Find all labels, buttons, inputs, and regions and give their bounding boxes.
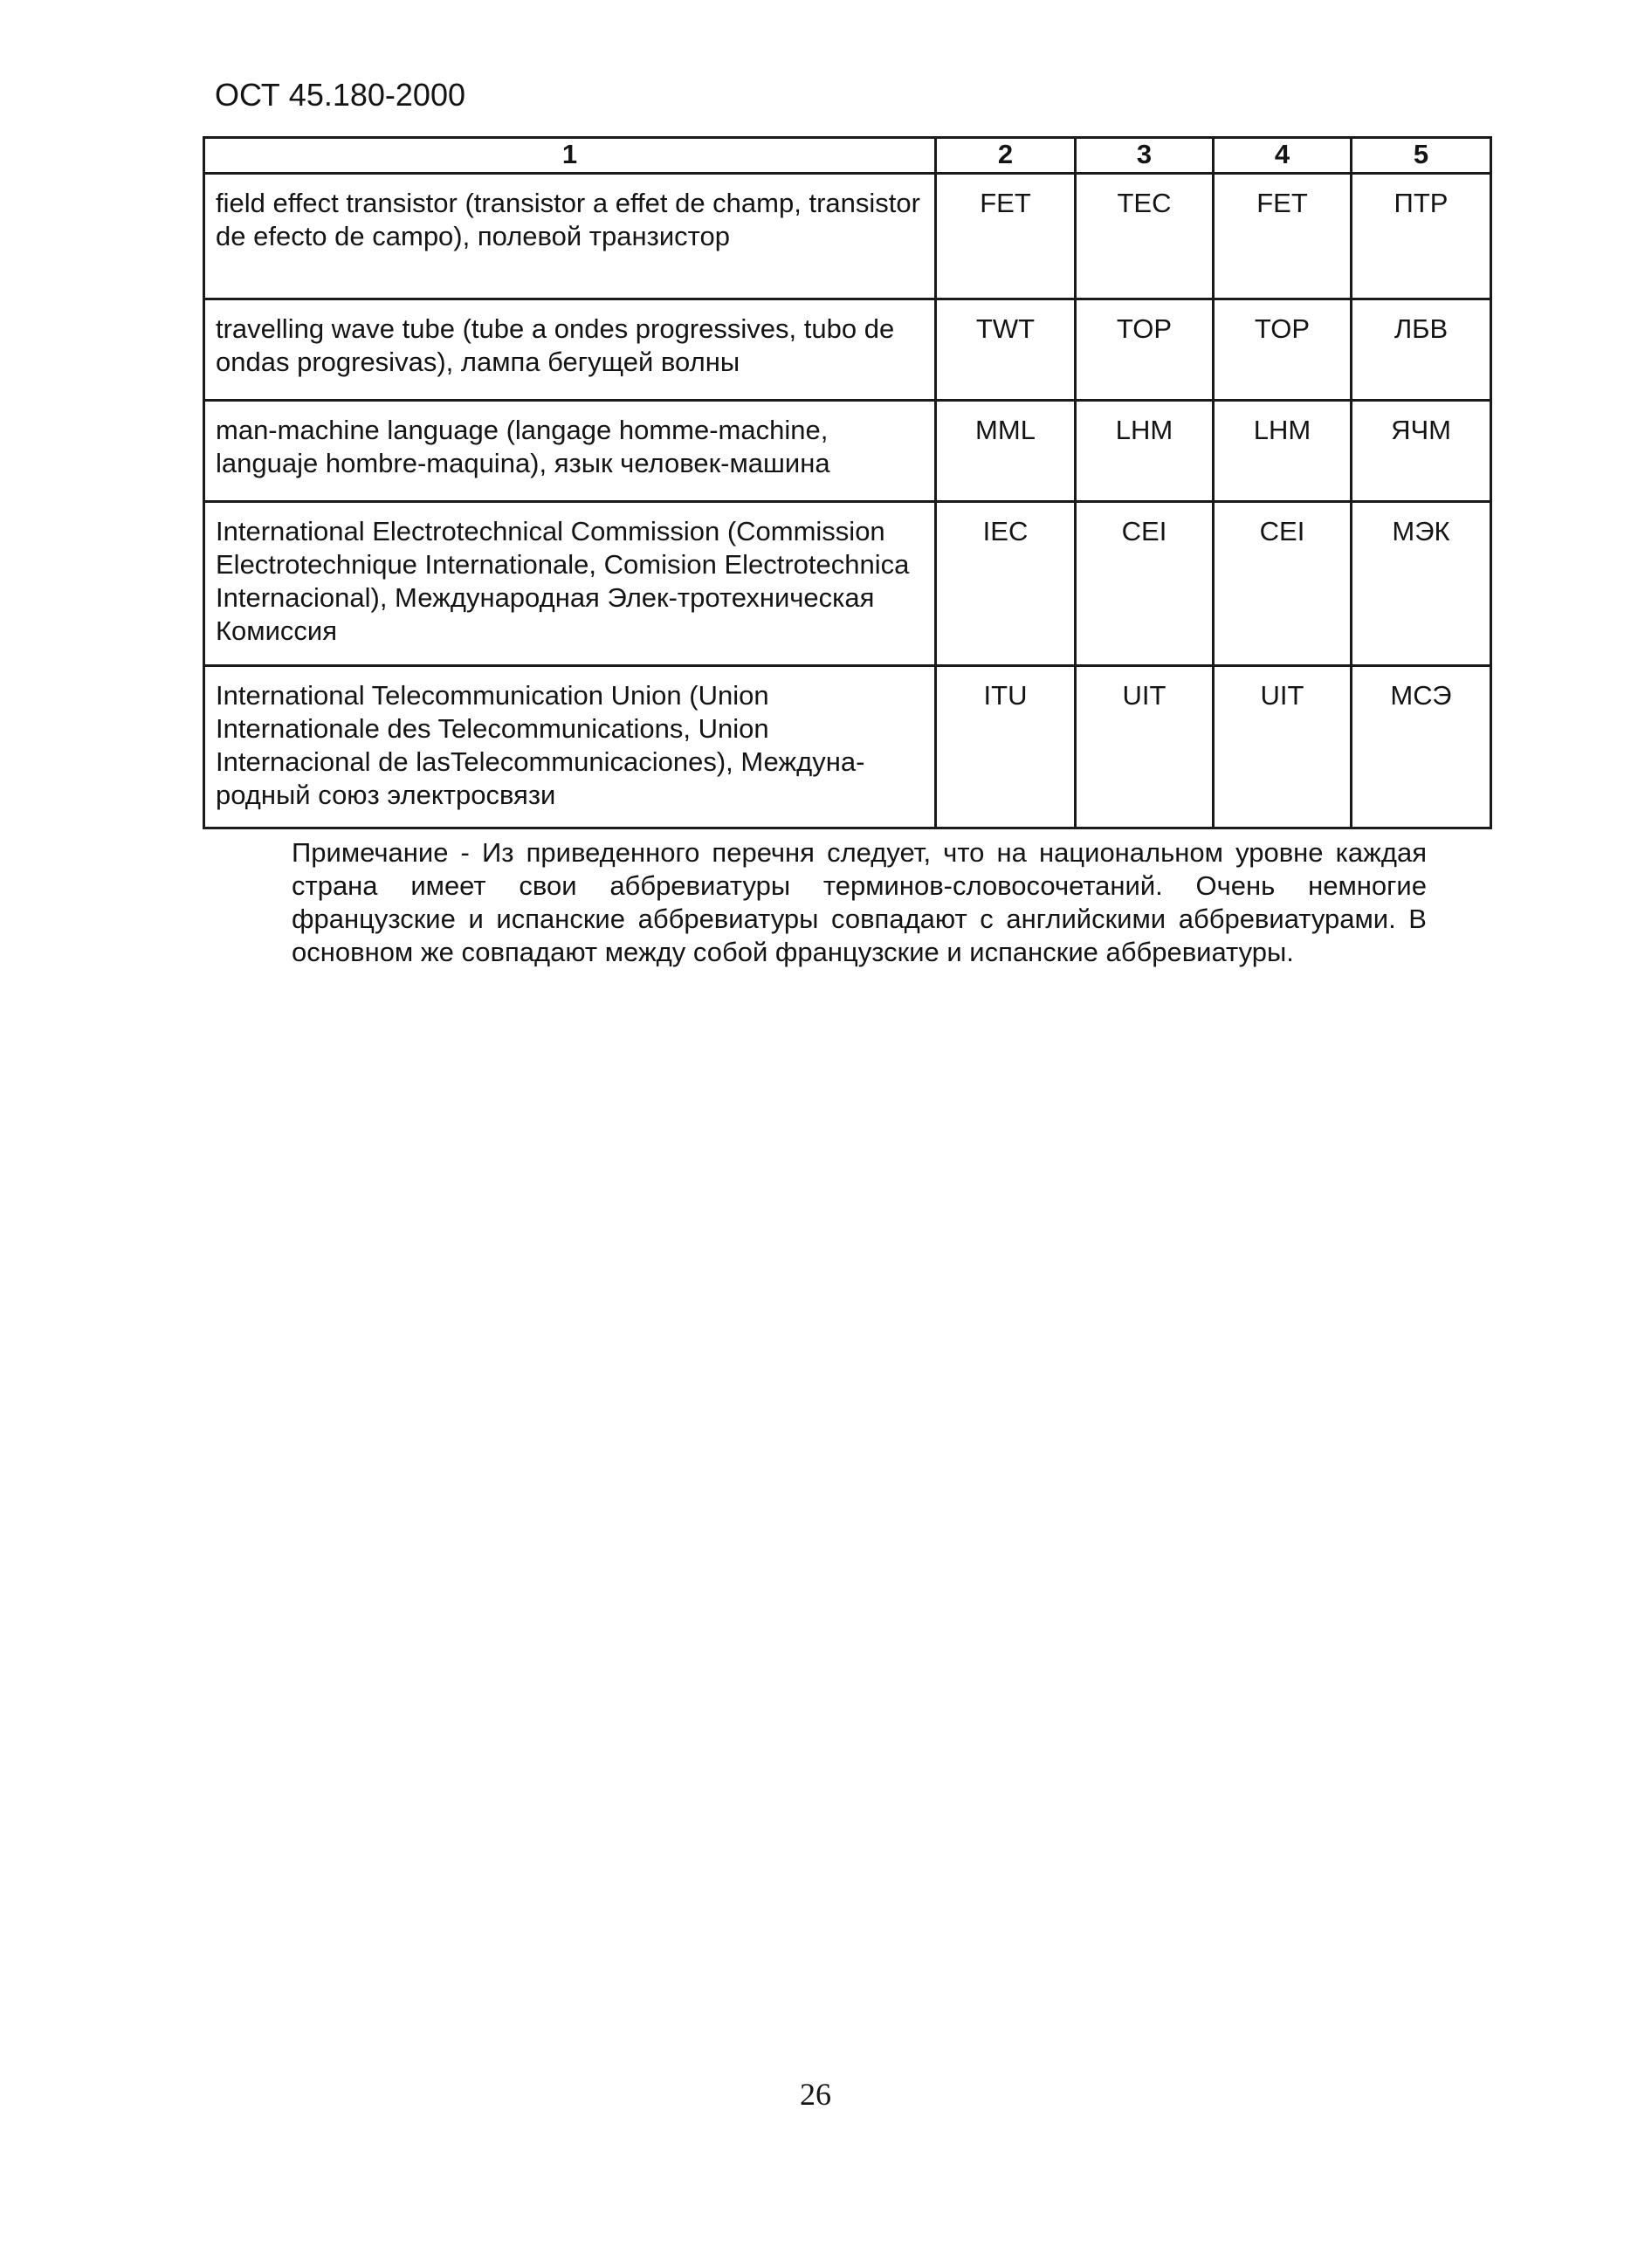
abbr-es-cell: UIT bbox=[1214, 666, 1352, 828]
abbr-fr-cell: TEC bbox=[1076, 174, 1214, 299]
abbr-en-cell: ITU bbox=[936, 666, 1076, 828]
table-row bbox=[204, 502, 1491, 666]
column-header-3: 3 bbox=[1076, 138, 1214, 174]
note-paragraph: Примечание - Из приведенного перечня следует, что на национальном уровне каждая страна имеет свои аббревиатуры терминов-словосочетаний. Очень немногие французские и испанские аббревиатуры совпадают с английскими аббревиатурами. В основном же совпадают между собой французские и испанские аббревиатуры. bbox=[292, 837, 1427, 967]
abbr-es-cell: LHM bbox=[1214, 401, 1352, 502]
column-header-5: 5 bbox=[1352, 138, 1491, 174]
abbr-ru-cell: МСЭ bbox=[1352, 666, 1491, 828]
abbr-en-cell: IEC bbox=[936, 502, 1076, 666]
abbr-en-cell: TWT bbox=[936, 299, 1076, 401]
term-cell: travelling wave tube (tube a ondes progressives, tubo de ondas progresivas), лампа бегущей волны bbox=[204, 299, 936, 401]
term-cell: International Electrotechnical Commission (Commission Electrotechnique Internationale, Comision Electrotechnica Internacional), Международная Элек-тротехническая Комиссия bbox=[204, 502, 936, 666]
abbr-fr-cell: LHM bbox=[1076, 401, 1214, 502]
abbr-es-cell: CEI bbox=[1214, 502, 1352, 666]
abbr-ru-cell: ЛБВ bbox=[1352, 299, 1491, 401]
abbr-es-cell: TOP bbox=[1214, 299, 1352, 401]
abbr-fr-cell: TOP bbox=[1076, 299, 1214, 401]
table-row bbox=[204, 174, 1491, 299]
abbr-en-cell: FET bbox=[936, 174, 1076, 299]
abbr-ru-cell: МЭК bbox=[1352, 502, 1491, 666]
table-row bbox=[204, 666, 1491, 828]
document-code: ОСТ 45.180-2000 bbox=[215, 77, 465, 113]
column-header-1: 1 bbox=[204, 138, 936, 174]
abbr-en-cell: MML bbox=[936, 401, 1076, 502]
term-cell: field effect transistor (transistor a effet de champ, transistor de efecto de campo), полевой транзистор bbox=[204, 174, 936, 299]
column-header-4: 4 bbox=[1214, 138, 1352, 174]
page-number: 26 bbox=[800, 2077, 831, 2112]
abbr-es-cell: FET bbox=[1214, 174, 1352, 299]
abbr-fr-cell: UIT bbox=[1076, 666, 1214, 828]
table-row bbox=[204, 401, 1491, 502]
abbreviations-table bbox=[203, 136, 1492, 829]
table-row bbox=[204, 299, 1491, 401]
abbr-fr-cell: CEI bbox=[1076, 502, 1214, 666]
abbr-ru-cell: ЯЧМ bbox=[1352, 401, 1491, 502]
table-header-row bbox=[204, 138, 1491, 174]
term-cell: International Telecommunication Union (Union Internationale des Telecommunications, Union Internacional de lasTelecommunicaciones), Междуна-родный союз электросвязи bbox=[204, 666, 936, 828]
column-header-2: 2 bbox=[936, 138, 1076, 174]
abbr-ru-cell: ПТР bbox=[1352, 174, 1491, 299]
term-cell: man-machine language (langage homme-machine, languaje hombre-maquina), язык человек-машина bbox=[204, 401, 936, 502]
